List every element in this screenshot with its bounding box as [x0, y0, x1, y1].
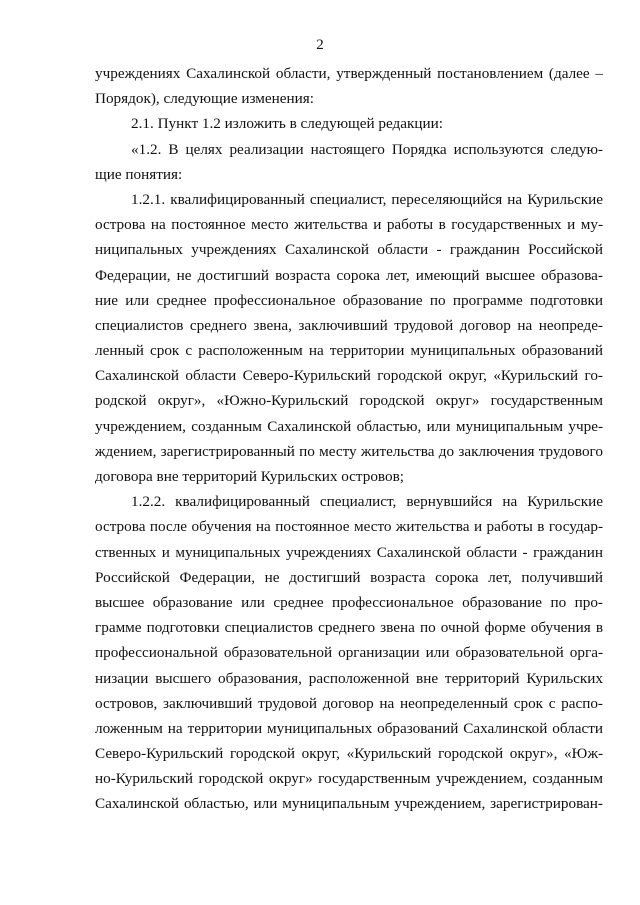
text-line: ленный срок с расположенным на территории муниципальных образований [95, 342, 603, 360]
text-line: ственных и муниципальных учреждениях Сахалинской области - гражданин [95, 543, 603, 561]
text-line: высшее образование или среднее профессиональное образование по про- [95, 593, 603, 611]
text-line: Порядок), следующие изменения: [95, 90, 314, 108]
text-line: острова после обучения на постоянное место жительства и работы в государ- [95, 518, 603, 536]
text-line: ложенным на территории муниципальных образований Сахалинской области [95, 719, 603, 737]
document-body [95, 61, 603, 817]
text-line: низации высшего образования, расположенной вне территорий Курильских [95, 669, 603, 687]
text-line: острова на постоянное место жительства и работы в государственных и му- [95, 216, 603, 234]
text-line: учреждениях Сахалинской области, утвержденный постановлением (далее – [95, 65, 603, 82]
text-line: Российской Федерации, не достигший возраста сорока лет, получивший [95, 568, 603, 586]
text-line: договора вне территорий Курильских островов; [95, 468, 404, 485]
text-line: ниципальных учреждениях Сахалинской области - гражданин Российской [95, 241, 603, 259]
text-line: Сахалинской области Северо-Курильский городской округ, «Курильский го- [95, 367, 603, 385]
text-line: 1.2.1. квалифицированный специалист, переселяющийся на Курильские [131, 190, 603, 208]
text-line: ждением, зарегистрированный по месту жительства до заключения трудового [95, 442, 603, 460]
text-line: но-Курильский городской округ» государственным учреждением, созданным [95, 770, 603, 788]
text-line: «1.2. В целях реализации настоящего Порядка используются следую- [131, 140, 603, 158]
text-line: Федерации, не достигший возраста сорока лет, имеющий высшее образова- [95, 266, 603, 284]
text-line: Сахалинской областью, или муниципальным учреждением, зарегистрирован- [95, 795, 603, 813]
text-line: островов, заключивший трудовой договор на неопределенный срок с распо- [95, 694, 603, 712]
text-line: родской округ», «Южно-Курильский городской округ» государственным [95, 392, 603, 410]
page-number: 2 [316, 37, 324, 53]
text-line: учреждением, созданным Сахалинской областью, или муниципальным учре- [95, 417, 603, 435]
text-line: 1.2.2. квалифицированный специалист, вернувшийся на Курильские [131, 493, 603, 511]
text-line: ние или среднее профессиональное образование по программе подготовки [95, 291, 603, 309]
text-line: специалистов среднего звена, заключивший трудовой договор на неопреде- [95, 316, 603, 334]
text-line: Северо-Курильский городской округ, «Курильский городской округ», «Юж- [95, 745, 603, 763]
text-line: 2.1. Пункт 1.2 изложить в следующей редакции: [131, 115, 444, 133]
text-line: грамме подготовки специалистов среднего звена по очной форме обучения в [95, 619, 603, 637]
text-line: профессиональной образовательной организации или образовательной орга- [95, 644, 603, 662]
text-line: щие понятия: [95, 165, 183, 183]
